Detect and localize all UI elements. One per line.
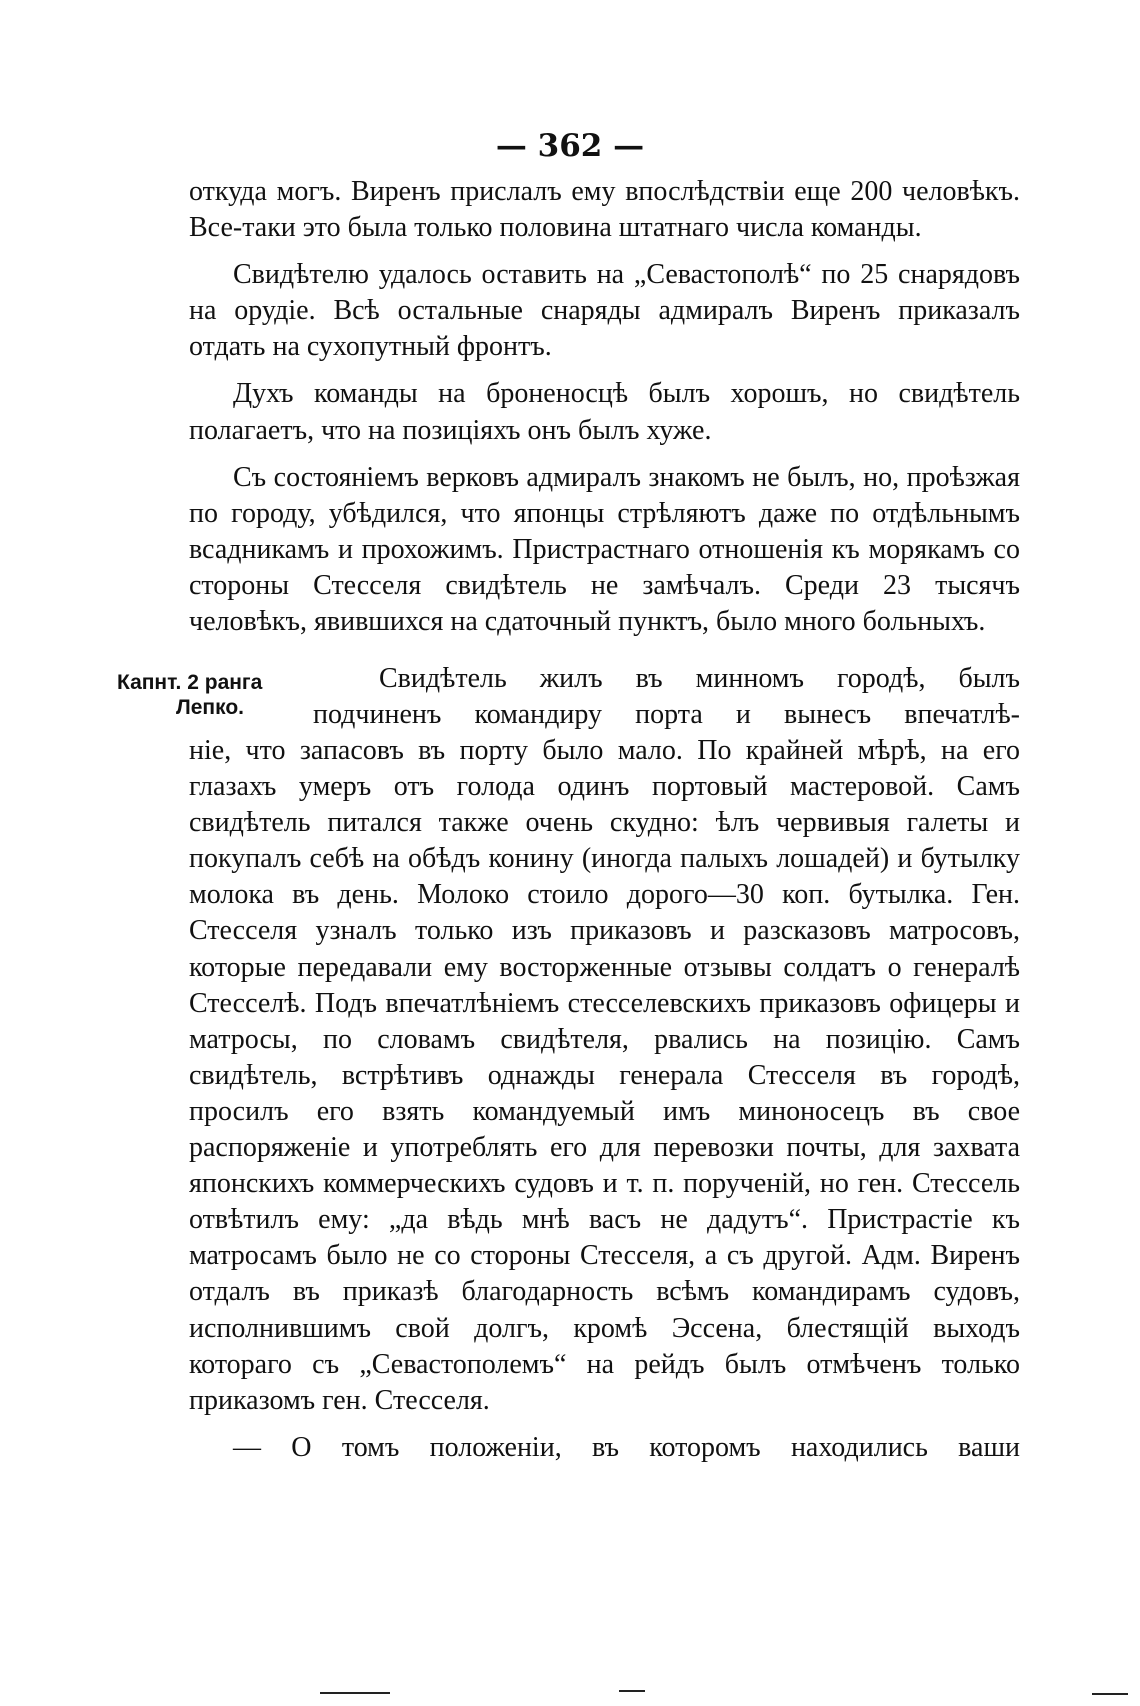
paragraph-5-second-line: подчиненъ командиру порта и вынесъ впечатлѣ- xyxy=(313,699,1020,730)
paragraph-4: Съ состояніемъ верковъ адмиралъ знакомъ не былъ, но, проѣзжая по городу, убѣдился, что японцы стрѣляютъ даже по отдѣльнымъ всадникамъ и прохожимъ. Пристрастнаго отношенія къ морякамъ со стороны Стесселя свидѣтель не замѣчалъ. Среди 23 тысячъ человѣкъ, явившихся на сдаточный пунктъ, было много больныхъ. xyxy=(189,461,1020,638)
paragraph-5-line-1 xyxy=(379,661,1020,697)
paragraph-6: — О томъ положеніи, въ которомъ находились ваши xyxy=(233,1431,1020,1463)
sidenote-name: Лепко. xyxy=(176,696,244,719)
paragraph-2: Свидѣтелю удалось оставить на „Севастополѣ“ по 25 снарядовъ на орудіе. Всѣ остальные снаряды адмиралъ Виренъ приказалъ отдать на сухопутный фронтъ. xyxy=(189,259,1020,363)
bottom-rule-left xyxy=(320,1692,390,1694)
bottom-rule-right xyxy=(1092,1693,1128,1695)
paragraph-5-line-2 xyxy=(313,697,1020,733)
paragraph-1: откуда могъ. Виренъ прислалъ ему впослѣдствіи еще 200 человѣкъ. Все-таки это была только половина штатнаго числа команды. xyxy=(189,176,1020,244)
paragraph-5-first-line: Свидѣтель жилъ въ минномъ городѣ, былъ xyxy=(379,663,1020,694)
page-number: — 362 — xyxy=(495,128,645,164)
sidenote-rank: Капнт. 2 ранга xyxy=(117,671,263,694)
paragraph-5-rest: ніе, что запасовъ въ порту было мало. По крайней мѣрѣ, на его глазахъ умеръ отъ голода одинъ портовый мастеровой. Самъ свидѣтель питался также очень скудно: ѣлъ червивыя галеты и покупалъ себѣ на обѣдъ конину (иногда палыхъ лошадей) и бутылку молока въ день. Молоко стоило дорого—30 коп. бутылка. Ген. Стесселя узналъ только изъ приказовъ и разсказовъ матросовъ, которые передавали ему восторженные отзывы солдатъ о генералѣ Стесселѣ. Подъ впечатлѣніемъ стесселевскихъ приказовъ офицеры и матросы, по словамъ свидѣтеля, рвались на позицію. Самъ свидѣтель, встрѣтивъ однажды генерала Стесселя въ городѣ, просилъ его взять командуемый имъ миноносецъ въ свое распоряженіе и употреблять его для перевозки почты, для захвата японскихъ коммерческихъ судовъ и т. п. порученій, но ген. Стессель отвѣтилъ ему: „да вѣдь мнѣ васъ не дадутъ“. Пристрастіе къ матросамъ было не со стороны Стесселя, а съ другой. Адм. Виренъ отдалъ въ приказѣ благодарность всѣмъ командирамъ судовъ, исполнившимъ свой долгъ, кромѣ Эссена, блестящій выходъ котораго съ „Севастополемъ“ на рейдъ былъ отмѣченъ только приказомъ ген. Стесселя. xyxy=(189,735,1020,1416)
paragraph-3: Духъ команды на броненосцѣ былъ хорошъ, но свидѣтель полагаетъ, что на позиціяхъ онъ былъ хуже. xyxy=(189,378,1020,446)
body-text-upper xyxy=(189,174,1020,640)
bottom-rule-center xyxy=(619,1690,645,1692)
body-text-lower xyxy=(189,733,1020,1466)
